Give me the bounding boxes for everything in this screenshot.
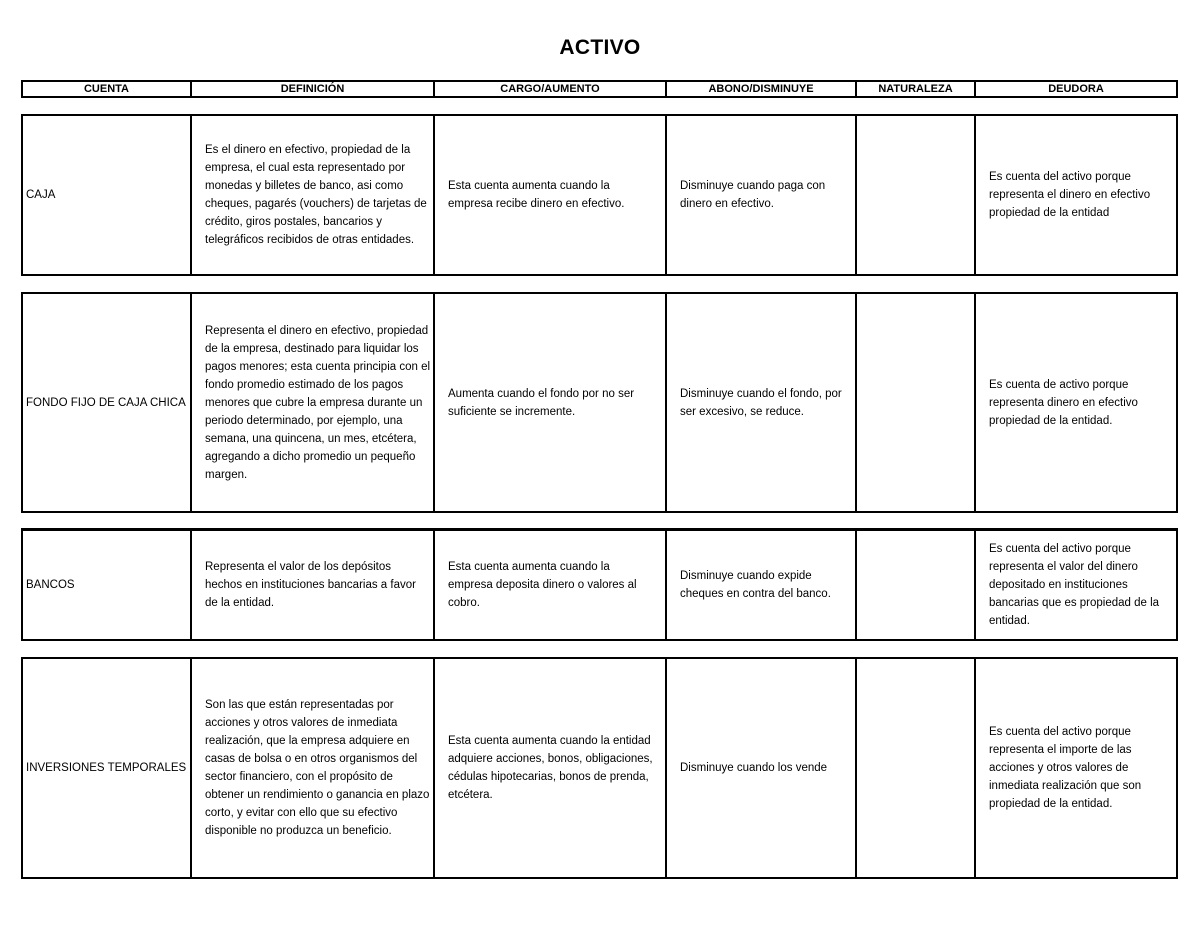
abono-text: Disminuye cuando los vende [680,762,828,774]
definicion-text: Es el dinero en efectivo, propiedad de la empresa, el cual esta representado por monedas y billetes de banco, asi como cheques, pagarés (vouchers) de tarjetas de crédito, giros postales, bancarios y telegráficos recibidos de otras entidades. [205,144,427,246]
definicion-cell [192,294,435,511]
cuenta-cell [23,531,192,639]
header-definicion: DEFINICIÓN [192,82,435,96]
abono-cell [667,659,857,877]
header-cuenta: CUENTA [23,82,192,96]
abono-text: Disminuye cuando paga con dinero en efectivo. [680,180,826,210]
deudora-text: Es cuenta del activo porque representa el importe de las acciones y otros valores de inmediata realización que son propiedad de la entidad. [989,726,1142,810]
cargo-text: Esta cuenta aumenta cuando la entidad adquiere acciones, bonos, obligaciones, cédulas hipotecarias, bonos de prenda, etcétera. [448,735,653,801]
deudora-cell [976,116,1176,274]
cuenta-text: CAJA [26,189,56,201]
header-abono-disminuye: ABONO/DISMINUYE [667,82,857,96]
cargo-cell [435,116,667,274]
cuenta-cell [23,116,192,274]
naturaleza-cell [857,294,976,511]
cuenta-text: BANCOS [26,579,75,591]
definicion-cell [192,116,435,274]
table-row-bancos [21,528,1178,641]
naturaleza-cell [857,659,976,877]
cargo-text: Esta cuenta aumenta cuando la empresa recibe dinero en efectivo. [448,180,625,210]
deudora-cell [976,294,1176,511]
cuenta-cell [23,294,192,511]
definicion-cell [192,659,435,877]
abono-text: Disminuye cuando el fondo, por ser excesivo, se reduce. [680,387,842,418]
table-row-fondo-fijo [21,292,1178,513]
deudora-cell [976,531,1176,639]
cuenta-text: FONDO FIJO DE CAJA CHICA [26,396,186,409]
cargo-cell [435,531,667,639]
page-title: ACTIVO [559,36,641,59]
definicion-text: Representa el valor de los depósitos hechos en instituciones bancarias a favor de la entidad. [205,561,416,609]
cargo-cell [435,294,667,511]
cuenta-cell [23,659,192,877]
cargo-cell [435,659,667,877]
naturaleza-cell [857,531,976,639]
deudora-text: Es cuenta de activo porque representa dinero en efectivo propiedad de la entidad. [989,378,1138,427]
definicion-text: Representa el dinero en efectivo, propiedad de la empresa, destinado para liquidar los pagos menores; esta cuenta principia con el fondo promedio estimado de los pagos menores que cubre la empresa durante un periodo determinado, por ejemplo, una semana, una quincena, un mes, etcétera, agregando a dicho promedio un pequeño margen. [205,324,431,481]
cuenta-text: INVERSIONES TEMPORALES [26,762,187,774]
abono-cell [667,294,857,511]
cargo-text: Esta cuenta aumenta cuando la empresa deposita dinero o valores al cobro. [448,561,637,609]
deudora-text: Es cuenta del activo porque representa el dinero en efectivo propiedad de la entidad [989,171,1151,219]
abono-cell [667,116,857,274]
naturaleza-cell [857,116,976,274]
definicion-cell [192,531,435,639]
abono-cell [667,531,857,639]
deudora-text: Es cuenta del activo porque representa el valor del dinero depositado en instituciones bancarias que es propiedad de la entidad. [989,543,1160,627]
header-deudora: DEUDORA [1048,83,1104,95]
table-row-caja [21,114,1178,276]
definicion-text: Son las que están representadas por acciones y otros valores de inmediata realización, que la empresa adquiere en casas de bolsa o en otros organismos del sector financiero, con el propósito de obtener un rendimiento o ganancia en plazo corto, y evitar con ello que su efectivo disponible no produzca un beneficio. [205,699,430,837]
abono-text: Disminuye cuando expide cheques en contra del banco. [680,570,831,600]
header-cargo-aumento: CARGO/AUMENTO [435,82,667,96]
cargo-text: Aumenta cuando el fondo por no ser suficiente se incremente. [448,387,635,418]
table-row-inversiones-temporales [21,657,1178,879]
deudora-cell [976,659,1176,877]
header-naturaleza: NATURALEZA [857,82,976,96]
table-header [21,80,1178,98]
